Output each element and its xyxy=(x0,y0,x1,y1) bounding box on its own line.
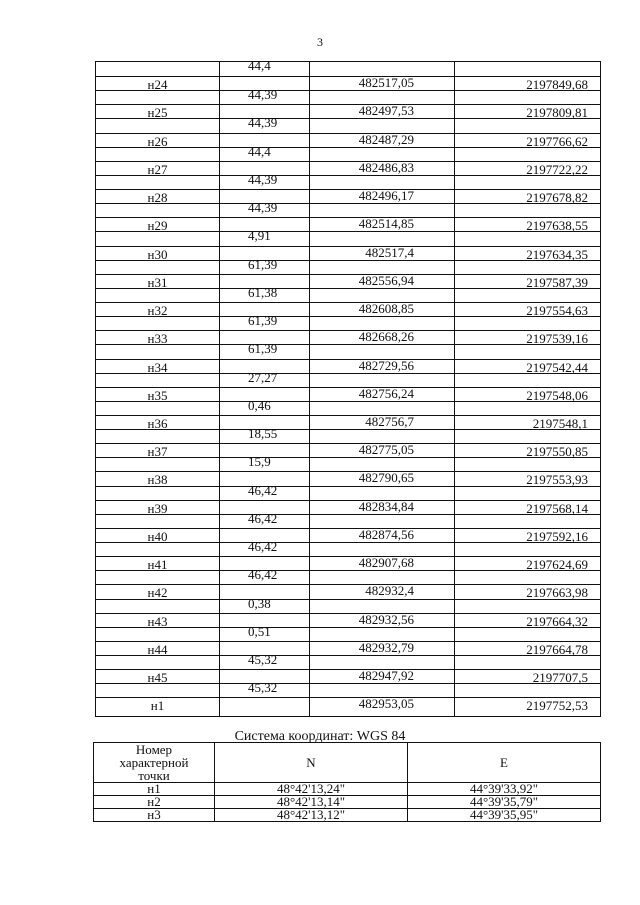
n-coordinate: 482834,84 xyxy=(358,498,414,514)
segment-length: 61,39 xyxy=(248,313,278,329)
wgs-header-point-line1: Номер xyxy=(135,742,173,757)
n-coordinate: 482756,7 xyxy=(365,414,414,429)
row-divider xyxy=(96,683,600,684)
page-number: 3 xyxy=(317,35,323,49)
point-label: н28 xyxy=(147,190,168,206)
row-divider xyxy=(96,486,600,487)
wgs-point: н3 xyxy=(94,809,215,822)
segment-length: 44,39 xyxy=(248,115,278,131)
point-label: н31 xyxy=(147,274,168,290)
point-label: н42 xyxy=(147,585,168,601)
point-label: н32 xyxy=(147,303,168,319)
n-coordinate: 482932,79 xyxy=(358,639,414,655)
e-coordinate: 2197624,69 xyxy=(526,557,588,573)
row-divider xyxy=(96,401,600,402)
row-divider xyxy=(96,288,600,289)
row-divider xyxy=(96,118,600,119)
point-label: н34 xyxy=(147,359,168,375)
e-coordinate: 2197554,63 xyxy=(526,303,588,319)
e-coordinate: 2197548,1 xyxy=(532,416,588,431)
segment-length: 27,27 xyxy=(248,369,278,385)
point-label: н44 xyxy=(147,641,168,657)
e-coordinate: 2197634,35 xyxy=(526,246,588,262)
segment-length: 44,39 xyxy=(248,87,278,103)
wgs-header-row xyxy=(94,743,601,783)
point-label: н36 xyxy=(147,416,168,431)
n-coordinate: 482517,05 xyxy=(358,75,414,91)
n-coordinate: 482487,29 xyxy=(358,131,414,147)
coordinate-system-caption: Система координат: WGS 84 xyxy=(234,729,406,744)
n-coordinate: 482556,94 xyxy=(358,272,414,288)
segment-length: 0,51 xyxy=(248,623,271,639)
segment-length: 0,46 xyxy=(248,397,271,413)
n-coordinate: 482932,4 xyxy=(365,583,414,599)
point-label: н1 xyxy=(150,698,165,714)
point-label: н26 xyxy=(147,133,168,149)
wgs-e-value: 44°39'35,95" xyxy=(408,809,601,822)
wgs-e-value: 44°39'35,79" xyxy=(408,796,601,809)
n-coordinate: 482517,4 xyxy=(365,244,414,260)
wgs-n-value: 48°42'13,24" xyxy=(215,783,408,796)
segment-length: 46,42 xyxy=(248,482,278,498)
wgs-n-value: 48°42'13,12" xyxy=(215,809,408,822)
n-coordinate: 482775,05 xyxy=(358,442,414,458)
wgs-n-value: 48°42'13,14" xyxy=(215,796,408,809)
row-divider xyxy=(96,260,600,261)
segment-length: 45,32 xyxy=(248,652,278,668)
segment-length: 0,38 xyxy=(248,595,271,611)
e-coordinate: 2197638,55 xyxy=(526,218,588,234)
row-divider xyxy=(96,231,600,232)
wgs-header-point xyxy=(94,743,215,783)
point-label: н45 xyxy=(147,670,168,686)
row-divider xyxy=(96,175,600,176)
n-coordinate: 482947,92 xyxy=(358,668,414,684)
n-coordinate: 482608,85 xyxy=(358,301,414,317)
e-coordinate: 2197553,93 xyxy=(526,472,588,488)
row-divider xyxy=(96,316,600,317)
n-coordinate: 482874,56 xyxy=(358,526,414,542)
wgs-header-point-line2: характерной xyxy=(119,755,189,770)
row-divider xyxy=(96,655,600,656)
e-coordinate: 2197542,44 xyxy=(526,359,588,375)
e-coordinate: 2197678,82 xyxy=(526,190,588,206)
n-coordinate: 482932,56 xyxy=(358,611,414,627)
e-coordinate: 2197550,85 xyxy=(526,444,588,460)
segment-length: 18,55 xyxy=(248,426,278,442)
coordinates-table xyxy=(95,58,601,717)
e-coordinate: 2197568,14 xyxy=(526,500,588,516)
e-coordinate: 2197587,39 xyxy=(526,274,588,290)
n-coordinate: 482790,65 xyxy=(358,470,414,486)
wgs-row xyxy=(94,809,601,822)
segment-length: 44,4 xyxy=(248,58,271,73)
segment-length: 4,91 xyxy=(248,228,271,244)
segment-length: 46,42 xyxy=(248,510,278,526)
row-divider xyxy=(96,429,600,430)
point-label: н43 xyxy=(147,613,168,629)
segment-length: 15,9 xyxy=(248,454,271,470)
point-label: н41 xyxy=(147,557,168,573)
row-divider xyxy=(96,373,600,374)
wgs-e-value: 44°39'33,92" xyxy=(408,783,601,796)
row-divider xyxy=(96,203,600,204)
row-divider xyxy=(96,457,600,458)
point-label: н37 xyxy=(147,444,168,460)
e-coordinate: 2197664,32 xyxy=(526,613,588,629)
point-label: н25 xyxy=(147,105,168,121)
wgs-table xyxy=(93,742,601,822)
point-label: н24 xyxy=(147,77,168,93)
segment-length: 61,38 xyxy=(248,284,278,300)
n-coordinate: 482668,26 xyxy=(358,329,414,345)
row-divider xyxy=(96,542,600,543)
e-coordinate: 2197752,53 xyxy=(526,698,588,714)
e-coordinate: 2197722,22 xyxy=(526,161,588,177)
wgs-point: н1 xyxy=(94,783,215,796)
e-coordinate: 2197663,98 xyxy=(526,585,588,601)
point-label: н27 xyxy=(147,161,168,177)
e-coordinate: 2197766,62 xyxy=(526,133,588,149)
n-coordinate: 482514,85 xyxy=(358,216,414,232)
point-label: н35 xyxy=(147,387,168,403)
n-coordinate: 482729,56 xyxy=(358,357,414,373)
segment-length: 44,39 xyxy=(248,200,278,216)
segment-length: 46,42 xyxy=(248,567,278,583)
wgs-header-point-line3: точки xyxy=(138,768,170,783)
n-coordinate: 482486,83 xyxy=(358,159,414,175)
segment-length: 45,32 xyxy=(248,680,278,696)
row-divider xyxy=(96,514,600,515)
e-coordinate: 2197664,78 xyxy=(526,641,588,657)
point-label: н33 xyxy=(147,331,168,347)
point-label: н39 xyxy=(147,500,168,516)
row-divider xyxy=(96,147,600,148)
segment-length: 46,42 xyxy=(248,539,278,555)
n-coordinate: 482756,24 xyxy=(358,385,414,401)
e-coordinate: 2197592,16 xyxy=(526,528,588,544)
point-label: н30 xyxy=(147,246,168,262)
row-divider xyxy=(96,344,600,345)
n-coordinate: 482953,05 xyxy=(358,696,414,712)
row-divider xyxy=(96,627,600,628)
wgs-header-n: N xyxy=(215,743,408,783)
point-label: н40 xyxy=(147,528,168,544)
wgs-header-e: E xyxy=(408,743,601,783)
point-label: н29 xyxy=(147,218,168,234)
wgs-point: н2 xyxy=(94,796,215,809)
e-coordinate: 2197707,5 xyxy=(532,670,588,686)
segment-length: 44,39 xyxy=(248,171,278,187)
row-divider xyxy=(96,90,600,91)
row-divider xyxy=(96,599,600,600)
segment-length: 61,39 xyxy=(248,341,278,357)
n-coordinate: 482497,53 xyxy=(358,103,414,119)
n-coordinate: 482496,17 xyxy=(358,188,414,204)
n-coordinate: 482907,68 xyxy=(358,555,414,571)
segment-length: 44,4 xyxy=(248,143,271,159)
point-label: н38 xyxy=(147,472,168,488)
e-coordinate: 2197548,06 xyxy=(526,387,588,403)
e-coordinate: 2197809,81 xyxy=(526,105,588,121)
row-divider xyxy=(96,570,600,571)
e-coordinate: 2197849,68 xyxy=(526,77,588,93)
segment-length: 61,39 xyxy=(248,256,278,272)
e-coordinate: 2197539,16 xyxy=(526,331,588,347)
